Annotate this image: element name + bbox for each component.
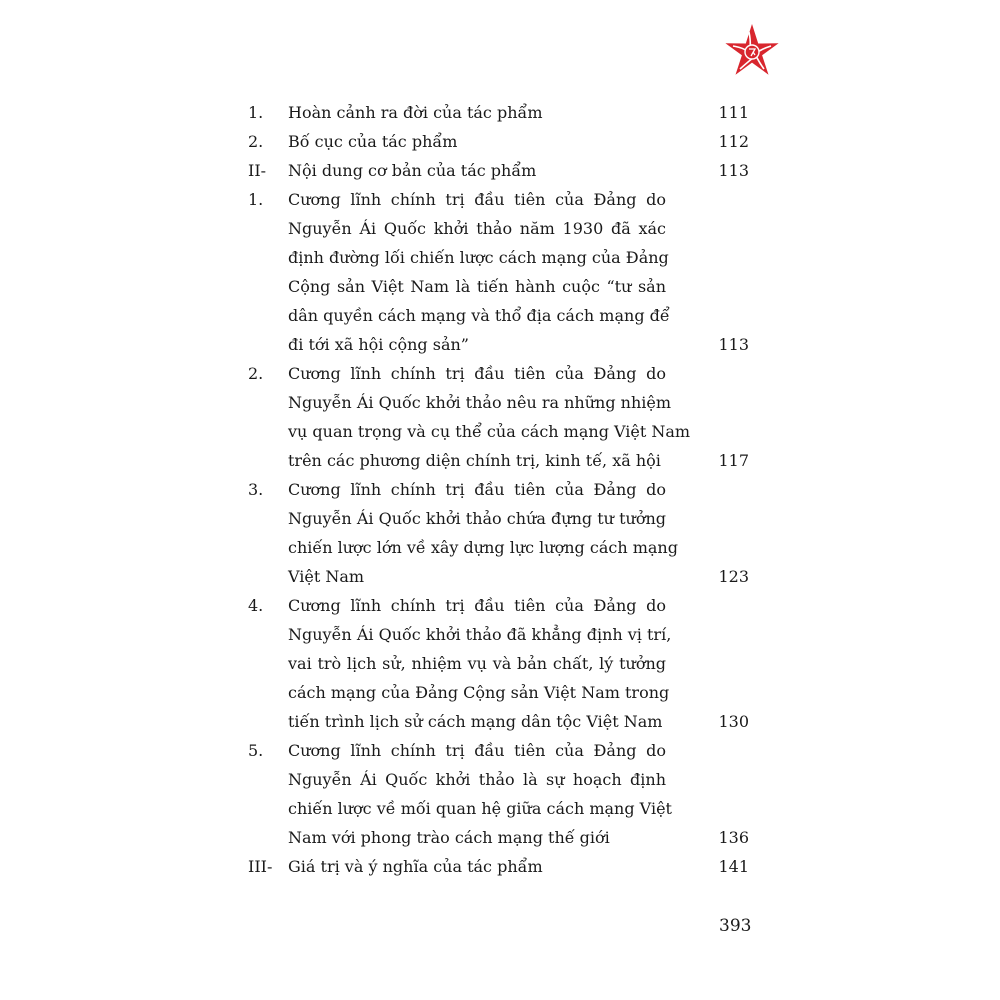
toc-entry-title-line: trên các phương diện chính trị, kinh tế, xã hội	[288, 451, 661, 470]
toc-entry-title-line: dân quyền cách mạng và thổ địa cách mạng để	[288, 306, 670, 325]
toc-entry-page: 141	[718, 857, 749, 876]
toc-entry-title-line: Nguyễn Ái Quốc khởi thảo nêu ra những nhiệm	[288, 393, 672, 412]
toc-entry	[248, 185, 753, 359]
toc-entry-title-line: cách mạng của Đảng Cộng sản Việt Nam trong	[288, 683, 670, 702]
toc-entry-title-line: Hoàn cảnh ra đời của tác phẩm	[288, 103, 543, 122]
toc-entry-title-line: Nội dung cơ bản của tác phẩm	[288, 161, 537, 180]
toc-entry-title-line: Nam với phong trào cách mạng thế giới	[288, 828, 610, 847]
toc-entry-number: 5.	[248, 741, 264, 760]
toc-entry	[248, 475, 753, 591]
toc-entry-number: III-	[248, 857, 273, 876]
toc-entry-title-line: Bố cục của tác phẩm	[288, 132, 458, 151]
page-number: 393	[719, 916, 752, 936]
toc-entry-title-line: Giá trị và ý nghĩa của tác phẩm	[288, 857, 543, 876]
toc-entry	[248, 591, 753, 736]
toc-entry-page: 136	[718, 828, 749, 847]
toc-entry-title-line: Việt Nam	[288, 567, 365, 586]
toc-entry-title-line: chiến lược về mối quan hệ giữa cách mạng Việt	[288, 799, 672, 818]
toc-entry-title-line: Nguyễn Ái Quốc khởi thảo năm 1930 đã xác	[288, 219, 666, 238]
toc-entry-title-line: đi tới xã hội cộng sản”	[288, 335, 469, 354]
toc-entry	[248, 156, 753, 185]
toc-entry-title-line: vụ quan trọng và cụ thể của cách mạng Việt Nam	[288, 422, 691, 441]
toc-entry-number: II-	[248, 161, 267, 180]
table-of-contents	[248, 98, 753, 881]
toc-entry	[248, 98, 753, 127]
toc-entry-page: 113	[718, 335, 749, 354]
toc-entry-number: 4.	[248, 596, 264, 615]
toc-entry-title-line: Nguyễn Ái Quốc khởi thảo đã khẳng định vị trí,	[288, 625, 672, 644]
star-emblem-icon	[722, 22, 782, 82]
toc-entry-title-line: Cương lĩnh chính trị đầu tiên của Đảng do	[288, 364, 666, 383]
toc-entry	[248, 127, 753, 156]
toc-entry-title-line: Cương lĩnh chính trị đầu tiên của Đảng do	[288, 480, 666, 499]
toc-entry-title-line: Nguyễn Ái Quốc khởi thảo chứa đựng tư tưởng	[288, 509, 666, 528]
toc-entry-title-line: vai trò lịch sử, nhiệm vụ và bản chất, lý tưởng	[288, 654, 666, 673]
toc-entry-page: 112	[718, 132, 749, 151]
toc-entry-page: 113	[718, 161, 749, 180]
toc-entry-number: 2.	[248, 132, 264, 151]
toc-entry-number: 3.	[248, 480, 264, 499]
toc-entry	[248, 852, 753, 881]
toc-entry-title-line: Nguyễn Ái Quốc khởi thảo là sự hoạch định	[288, 770, 666, 789]
toc-entry	[248, 359, 753, 475]
toc-entry-title-line: Cộng sản Việt Nam là tiến hành cuộc “tư sản	[288, 277, 666, 296]
toc-entry-number: 1.	[248, 103, 264, 122]
toc-entry-page: 111	[718, 103, 749, 122]
toc-entry-title-line: chiến lược lớn về xây dựng lực lượng cách mạng	[288, 538, 678, 557]
toc-entry-title-line: tiến trình lịch sử cách mạng dân tộc Việt Nam	[288, 712, 663, 731]
toc-entry	[248, 736, 753, 852]
toc-entry-page: 123	[718, 567, 749, 586]
toc-entry-number: 1.	[248, 190, 264, 209]
toc-entry-title-line: Cương lĩnh chính trị đầu tiên của Đảng do	[288, 741, 666, 760]
toc-entry-page: 117	[718, 451, 749, 470]
toc-entry-title-line: định đường lối chiến lược cách mạng của Đảng	[288, 248, 669, 267]
toc-entry-number: 2.	[248, 364, 264, 383]
toc-entry-title-line: Cương lĩnh chính trị đầu tiên của Đảng do	[288, 596, 666, 615]
toc-entry-title-line: Cương lĩnh chính trị đầu tiên của Đảng do	[288, 190, 666, 209]
toc-entry-page: 130	[718, 712, 749, 731]
